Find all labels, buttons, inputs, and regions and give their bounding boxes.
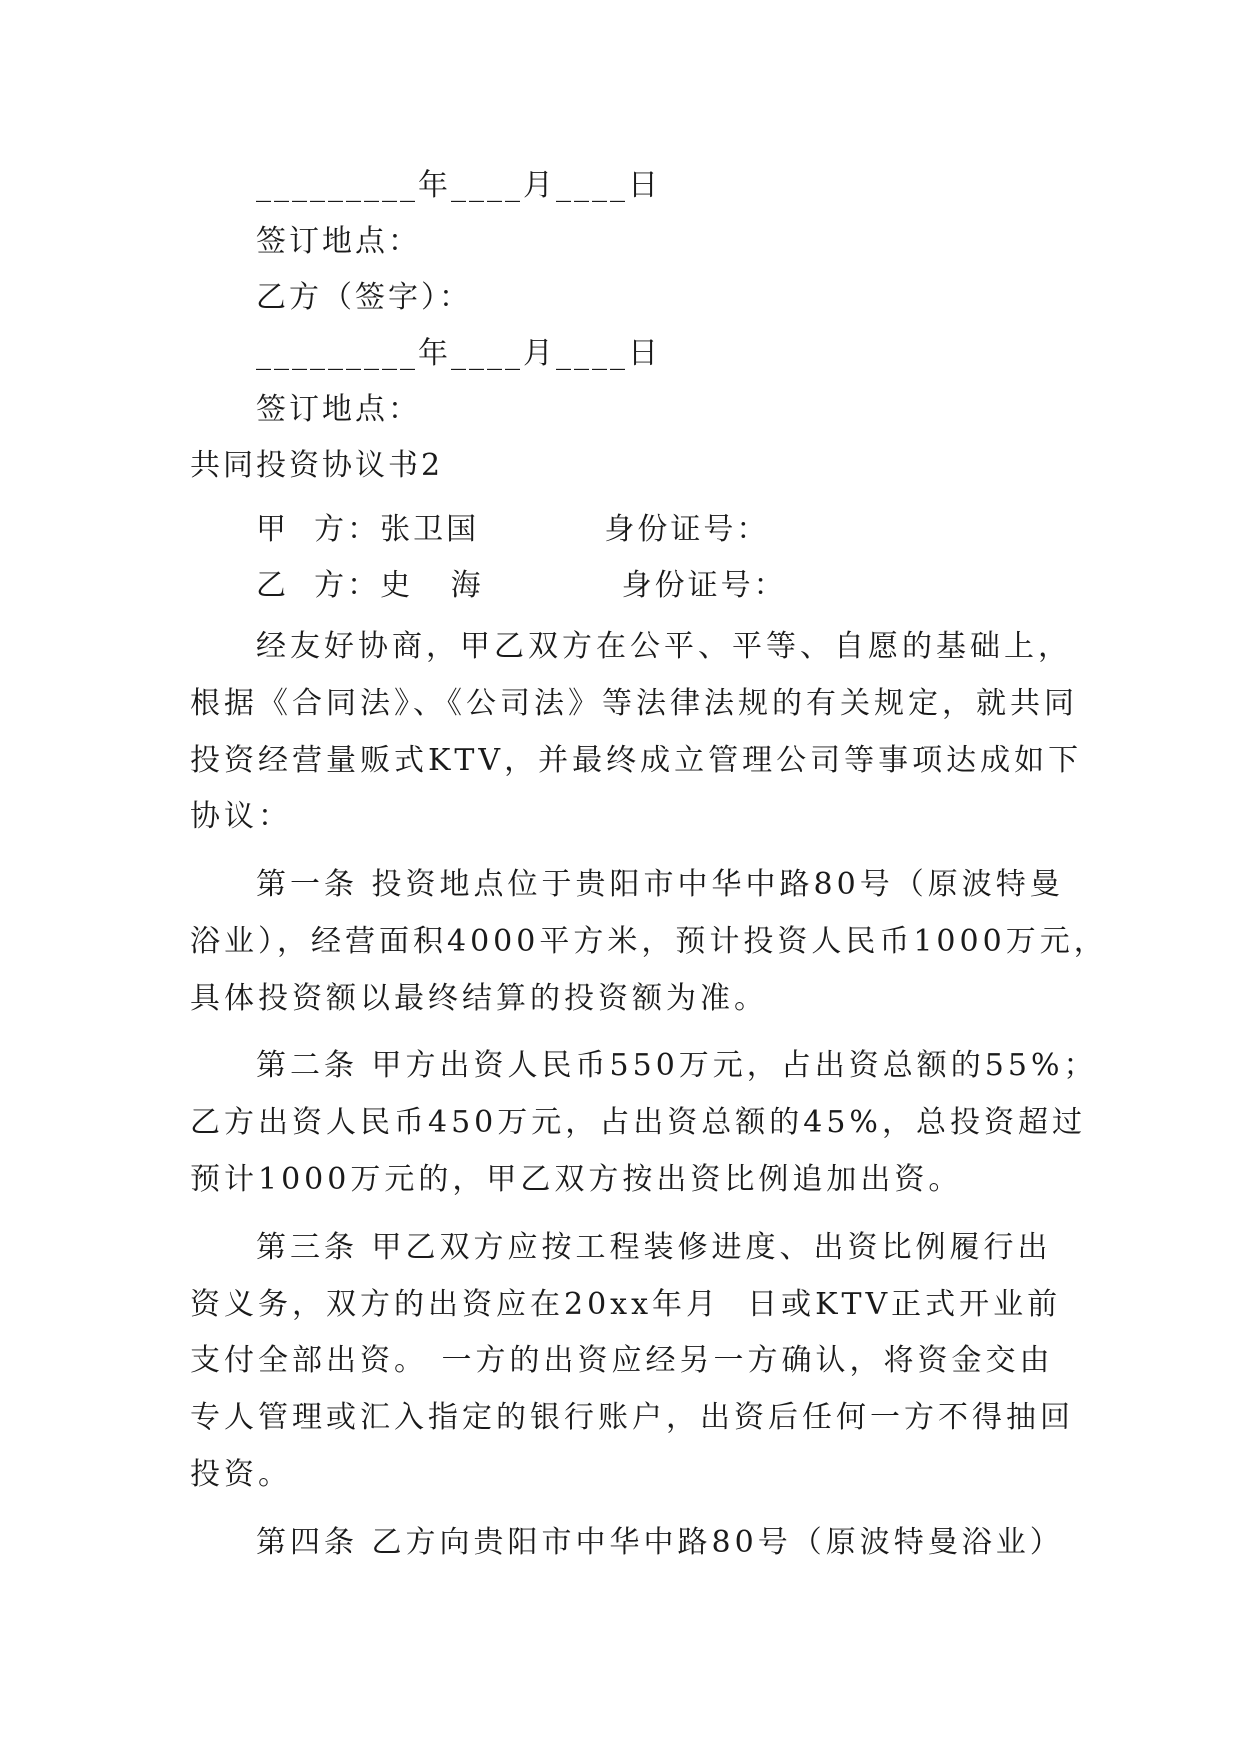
preamble-line-3: 投资经营量贩式KTV，并最终成立管理公司等事项达成如下 [190,743,1083,778]
agreement-title: 共同投资协议书2 [190,448,444,483]
article1-line-1: 第一条 投资地点位于贵阳市中华中路80号（原波特曼 [256,867,1064,902]
article3-line-1: 第三条 甲乙双方应按工程装修进度、出资比例履行出 [256,1230,1052,1265]
article2-line-2: 乙方出资人民币450万元，占出资总额的45%，总投资超过 [190,1105,1086,1140]
article4-line-1: 第四条 乙方向贵阳市中华中路80号（原波特曼浴业） [256,1525,1064,1560]
signing-place-label-b: 签订地点： [256,392,421,427]
article1-line-3: 具体投资额以最终结算的投资额为准。 [190,981,768,1016]
article3-line-4: 专人管理或汇入指定的银行账户，出资后任何一方不得抽回 [190,1400,1074,1435]
signing-place-label-a: 签订地点： [256,224,421,259]
party-b-line: 乙 方：史 海 身份证号： [256,568,787,603]
article1-line-2: 浴业），经营面积4000平方米，预计投资人民币1000万元， [190,924,1108,959]
date-line-a: _________年____月____日 [256,168,661,203]
party-a-line: 甲 方：张卫国 身份证号： [256,512,770,547]
article3-line-3: 支付全部出资。 一方的出资应经另一方确认，将资金交由 [190,1343,1054,1378]
preamble-line-1: 经友好协商，甲乙双方在公平、平等、自愿的基础上， [256,629,1072,664]
date-line-b: _________年____月____日 [256,336,661,371]
article3-line-5: 投资。 [190,1457,292,1492]
preamble-line-4: 协议： [190,799,292,834]
article2-line-3: 预计1000万元的，甲乙双方按出资比例追加出资。 [190,1162,963,1197]
article2-line-1: 第二条 甲方出资人民币550万元，占出资总额的55%； [256,1048,1098,1083]
party-b-signature-label: 乙方（签字）： [256,280,472,315]
preamble-line-2: 根据《合同法》、《公司法》等法律法规的有关规定，就共同 [190,686,1078,721]
article3-line-2: 资义务，双方的出资应在20xx年月 日或KTV正式开业前 [190,1287,1062,1322]
